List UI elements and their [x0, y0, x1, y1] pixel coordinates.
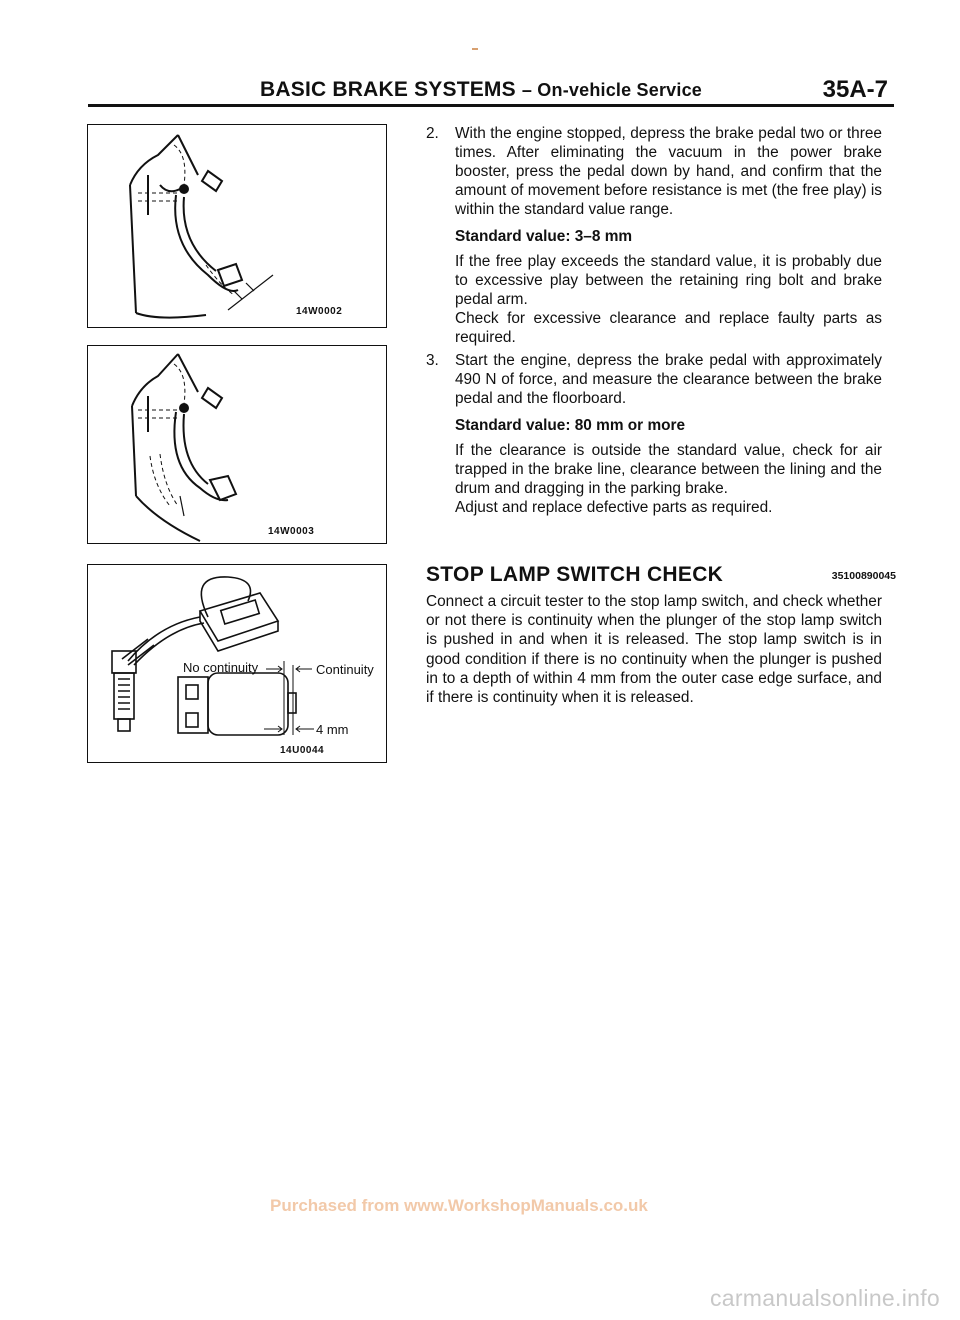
label-no-continuity: No continuity: [183, 660, 259, 675]
step-number: 2.: [426, 125, 439, 142]
figure-brake-pedal-free-play: [87, 124, 387, 328]
step-2: [426, 124, 882, 347]
header-title-main: BASIC BRAKE SYSTEMS: [260, 78, 516, 101]
figure-stop-lamp-switch: [87, 564, 387, 763]
page-header: [88, 76, 892, 106]
brake-pedal-illustration: [88, 125, 386, 327]
label-depth: 4 mm: [316, 722, 349, 737]
header-rule: [88, 104, 894, 107]
step-note: Check for excessive clearance and replace faulty parts as required.: [455, 310, 882, 346]
step-text: With the engine stopped, depress the brake pedal two or three times. After eliminating the vacuum in the power brake booster, press the pedal down by hand, and confirm that the amount of movement before resistance is met (the free play) is within the standard value range.: [455, 125, 882, 218]
section-heading: [426, 563, 896, 591]
figure-pedal-clearance: [87, 345, 387, 544]
step-note: Adjust and replace defective parts as required.: [455, 499, 773, 516]
brake-pedal-clearance-illustration: [88, 346, 386, 543]
figure-code: 14U0044: [280, 745, 325, 756]
label-continuity: Continuity: [316, 662, 374, 677]
section-body: Connect a circuit tester to the stop lamp switch, and check whether or not there is continuity when the plunger of the stop lamp switch is pushed in and when it is released. The stop lamp switch is in good condition if there is no continuity when the plunger is pushed in to a depth of within 4 mm from the outer case edge surface, and if there is continuity when it is released.: [426, 593, 882, 707]
standard-value: Standard value: 80 mm or more: [455, 417, 686, 434]
step-text: Start the engine, depress the brake pedal with approximately 490 N of force, and measure the clearance between the brake pedal and the floorboard.: [455, 352, 882, 407]
figure-code: 14W0002: [296, 306, 343, 317]
step-3: [426, 351, 882, 517]
page-number: 35A-7: [822, 76, 888, 103]
page-mark: [472, 48, 478, 50]
step-number: 3.: [426, 352, 439, 369]
figure-code: 14W0003: [268, 526, 315, 537]
footer-purchase-note: Purchased from www.WorkshopManuals.co.uk: [270, 1196, 648, 1215]
header-title-sub: – On-vehicle Service: [521, 80, 702, 100]
section-code: 35100890045: [831, 570, 896, 582]
watermark: carmanualsonline.info: [709, 1285, 940, 1311]
step-note: If the free play exceeds the standard value, it is probably due to excessive play between the retaining ring bolt and brake pedal arm.: [455, 253, 882, 308]
procedure-text: [426, 124, 882, 517]
standard-value: Standard value: 3–8 mm: [455, 228, 633, 245]
header-title: [260, 78, 702, 102]
step-note: If the clearance is outside the standard value, check for air trapped in the brake line, clearance between the lining and the drum and dragging in the parking brake.: [455, 442, 882, 497]
section-title: STOP LAMP SWITCH CHECK: [426, 563, 724, 586]
